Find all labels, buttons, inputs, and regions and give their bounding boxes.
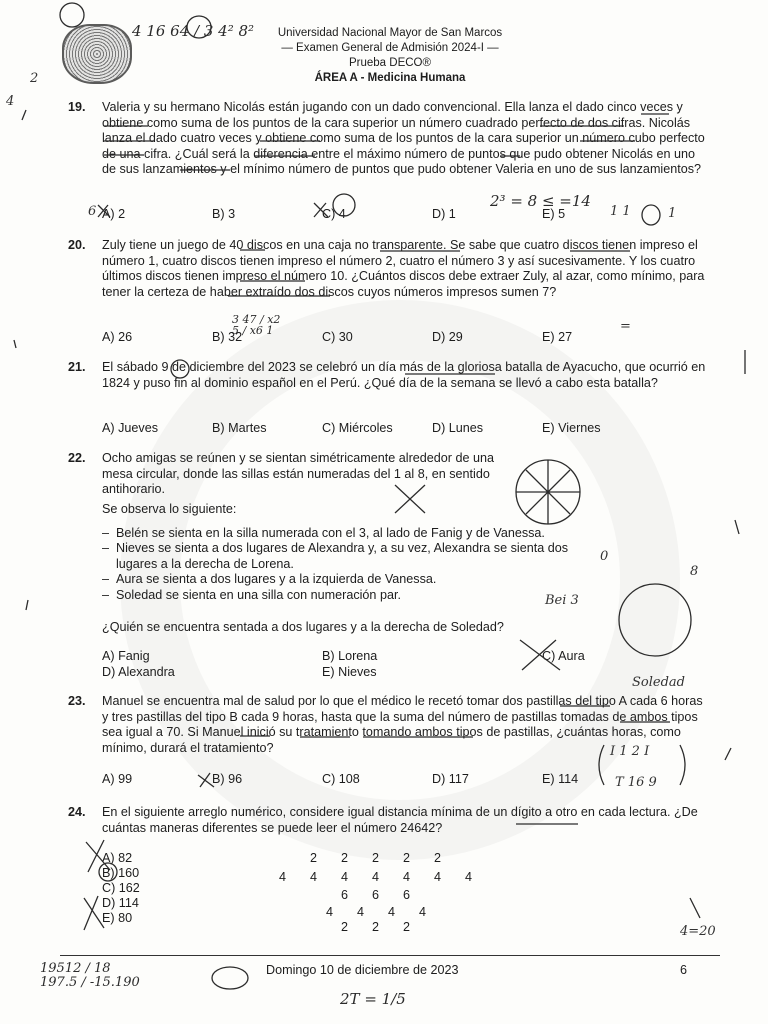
option-b[interactable]: B) 96 (212, 772, 243, 786)
question-number: 23. (68, 694, 86, 708)
grid-digit: 4 (326, 905, 334, 919)
option-d[interactable]: D) Lunes (432, 421, 484, 435)
option-c[interactable]: C) 108 (322, 772, 360, 786)
option-d[interactable]: D) Alexandra (102, 665, 175, 679)
option-d[interactable]: D) 114 (102, 896, 139, 910)
question-text: Ocho amigas se reúnen y se sientan simétricamente alrededor de una mesa circular, donde las sillas están numeradas del 1 al 8, en sentido antihorario. (102, 451, 495, 496)
handwritten-top-note: 4 16 64 / 3 4² 8² (132, 22, 255, 40)
grid-digit: 4 (388, 905, 396, 919)
handwritten-bottom-left: 19512 / 18 197.5 / -15.190 (40, 961, 140, 990)
option-a[interactable]: A) 2 (102, 207, 126, 221)
svg-text:1: 1 (668, 206, 677, 221)
handwritten-bottom-mid: 2T = 1/5 (340, 990, 406, 1008)
option-e[interactable]: E) 80 (102, 911, 133, 925)
question-19 (68, 100, 708, 178)
svg-text:2: 2 (30, 71, 39, 86)
option-a[interactable]: A) 99 (102, 772, 133, 786)
option-c[interactable]: C) 30 (322, 330, 353, 344)
exam-header (230, 26, 550, 86)
question-number: 19. (68, 100, 86, 114)
question-24 (68, 805, 708, 836)
grid-digit: 2 (341, 920, 349, 934)
question-number: 24. (68, 805, 86, 819)
question-text: En el siguiente arreglo numérico, considere igual distancia mínima de un dígito a otro en cada lectura. ¿De cuántas maneras diferentes se puede leer el número 24642? (102, 805, 698, 835)
option-c[interactable]: C) Miércoles (322, 421, 393, 435)
grid-digit: 4 (341, 870, 349, 884)
svg-text:0: 0 (600, 549, 609, 564)
grid-digit: 4 (310, 870, 318, 884)
question-22 (68, 451, 708, 498)
option-d[interactable]: D) 29 (432, 330, 463, 344)
grid-digit: 2 (403, 851, 411, 865)
option-e[interactable]: E) Viernes (542, 421, 601, 435)
grid-digit: 4 (357, 905, 365, 919)
grid-digit: 4 (372, 870, 380, 884)
clue-item: – Belén se sienta en la silla numerada con el 3, al lado de Fanig y de Vanessa. (102, 526, 582, 542)
grid-digit: 6 (341, 888, 349, 902)
option-a[interactable]: A) 26 (102, 330, 133, 344)
footer-divider (60, 955, 720, 956)
svg-text:I 1 2 I: I 1 2 I (610, 744, 650, 759)
clue-list (102, 526, 582, 604)
question-22-prompt (68, 620, 708, 636)
grid-digit: 2 (372, 851, 380, 865)
page-number: 6 (680, 963, 688, 977)
statement-text: Se observa lo siguiente: (102, 502, 237, 516)
option-c[interactable]: C) Aura (542, 649, 585, 663)
clue-item: – Aura se sienta a dos lugares y a la izquierda de Vanessa. (102, 572, 582, 588)
question-21 (68, 360, 708, 391)
svg-text:8: 8 (690, 564, 699, 579)
option-e[interactable]: E) 27 (542, 330, 573, 344)
test-name: Prueba DECO® (349, 57, 431, 69)
question-number: 21. (68, 360, 86, 374)
question-text: ¿Quién se encuentra sentada a dos lugares y a la derecha de Soledad? (102, 620, 504, 634)
option-a[interactable]: A) Jueves (102, 421, 158, 435)
grid-digit: 2 (310, 851, 318, 865)
option-b[interactable]: B) Lorena (322, 649, 378, 663)
handwritten-q20-note: 3 47 / x2 5 / x6 1 (232, 313, 281, 337)
svg-text:1 1: 1 1 (610, 204, 631, 219)
svg-text:Soledad: Soledad (632, 675, 685, 690)
grid-digit: 2 (372, 920, 380, 934)
university-name: Universidad Nacional Mayor de San Marcos (277, 27, 503, 39)
footer-date: Domingo 10 de diciembre de 2023 (266, 963, 459, 977)
option-c[interactable]: C) 4 (322, 207, 346, 221)
exam-name: — Examen General de Admisión 2024-I — (281, 42, 499, 54)
option-e[interactable]: E) 5 (542, 207, 566, 221)
option-b[interactable]: B) 32 (212, 330, 243, 344)
grid-digit: 2 (341, 851, 349, 865)
grid-digit: 4 (279, 870, 287, 884)
svg-text:=: = (620, 319, 631, 334)
option-e[interactable]: E) 114 (542, 772, 579, 786)
option-d[interactable]: D) 117 (432, 772, 469, 786)
option-b[interactable]: B) 3 (212, 207, 236, 221)
option-a[interactable]: A) 82 (102, 851, 133, 865)
grid-digit: 4 (419, 905, 427, 919)
option-e[interactable]: E) Nieves (322, 665, 377, 679)
svg-text:Bei 3: Bei 3 (545, 593, 579, 608)
question-text: Zuly tiene un juego de 40 discos en una caja no transparente. Se sabe que cuatro discos tienen impreso el número 1, cuatro discos tienen impreso el número 2, cuatro el número 3 y así sucesivamente. Y los cuatro últimos discos tienen impreso el número 10. ¿Cuántos discos debe extraer Zuly, al azar, como mínimo, para tener la certeza de haber extraído dos discos cuyos números impresos sumen 7? (102, 238, 705, 299)
option-b[interactable]: B) Martes (212, 421, 267, 435)
svg-text:4: 4 (6, 94, 15, 109)
area-name: ÁREA A - Medicina Humana (314, 72, 466, 84)
handwritten-q19-note: 2³ = 8 ≤ =14 (490, 192, 591, 210)
svg-text:4=20: 4=20 (680, 924, 716, 939)
grid-digit: 4 (403, 870, 411, 884)
question-text: Valeria y su hermano Nicolás están jugando con un dado convencional. Ella lanza el dado cinco veces y obtiene como suma de los puntos de la cara superior un número cuadrado perfecto de dos cifras. Nicolás lanza el dado cuatro veces y obtiene como suma de los puntos de la cara superior un número cubo perfecto de una cifra. ¿Cuál será la diferencia entre el máximo número de puntos que pudo obtener Nicolás en uno de sus lanzamientos y el mínimo número de puntos que pudo obtener Valeria en uno de sus lanzamientos? (102, 100, 705, 176)
grid-digit: 4 (434, 870, 442, 884)
grid-digit: 4 (465, 870, 473, 884)
option-b[interactable]: B) 160 (102, 866, 140, 880)
question-text: Manuel se encuentra mal de salud por lo que el médico le recetó tomar dos pastillas del tipo A cada 6 horas y tres pastillas del tipo B cada 9 horas, hasta que la suma del número de pastillas tomadas de ambos tipos sea igual a 70. Si Manuel inició su tratamiento tomando ambos tipos de pastillas, ¿cuántas horas, como mínimo, durará el tratamiento? (102, 694, 703, 755)
clue-item: – Soledad se sienta en una silla con numeración par. (102, 588, 582, 604)
svg-text:T 16 9: T 16 9 (615, 775, 657, 790)
option-a[interactable]: A) Fanig (102, 649, 150, 663)
grid-digit: 6 (372, 888, 380, 902)
question-23 (68, 694, 708, 756)
question-number: 22. (68, 451, 86, 465)
grid-digit: 6 (403, 888, 411, 902)
grid-digit: 2 (434, 851, 442, 865)
university-seal (62, 24, 132, 84)
question-number: 20. (68, 238, 86, 252)
clue-item: – Nieves se sienta a dos lugares de Alexandra y, a su vez, Alexandra se sienta dos lugares a la derecha de Lorena. (102, 541, 582, 572)
option-d[interactable]: D) 1 (432, 207, 456, 221)
grid-digit: 2 (403, 920, 411, 934)
question-22-statement (68, 492, 708, 616)
question-text: El sábado 9 de diciembre del 2023 se celebró un día más de la gloriosa batalla de Ayacucho, que ocurrió en 1824 y puso fin al dominio español en el Perú. ¿Qué día de la semana se llevó a cabo esta batalla? (102, 360, 706, 390)
question-20 (68, 238, 708, 300)
svg-text:6: 6 (88, 204, 97, 219)
option-c[interactable]: C) 162 (102, 881, 140, 895)
